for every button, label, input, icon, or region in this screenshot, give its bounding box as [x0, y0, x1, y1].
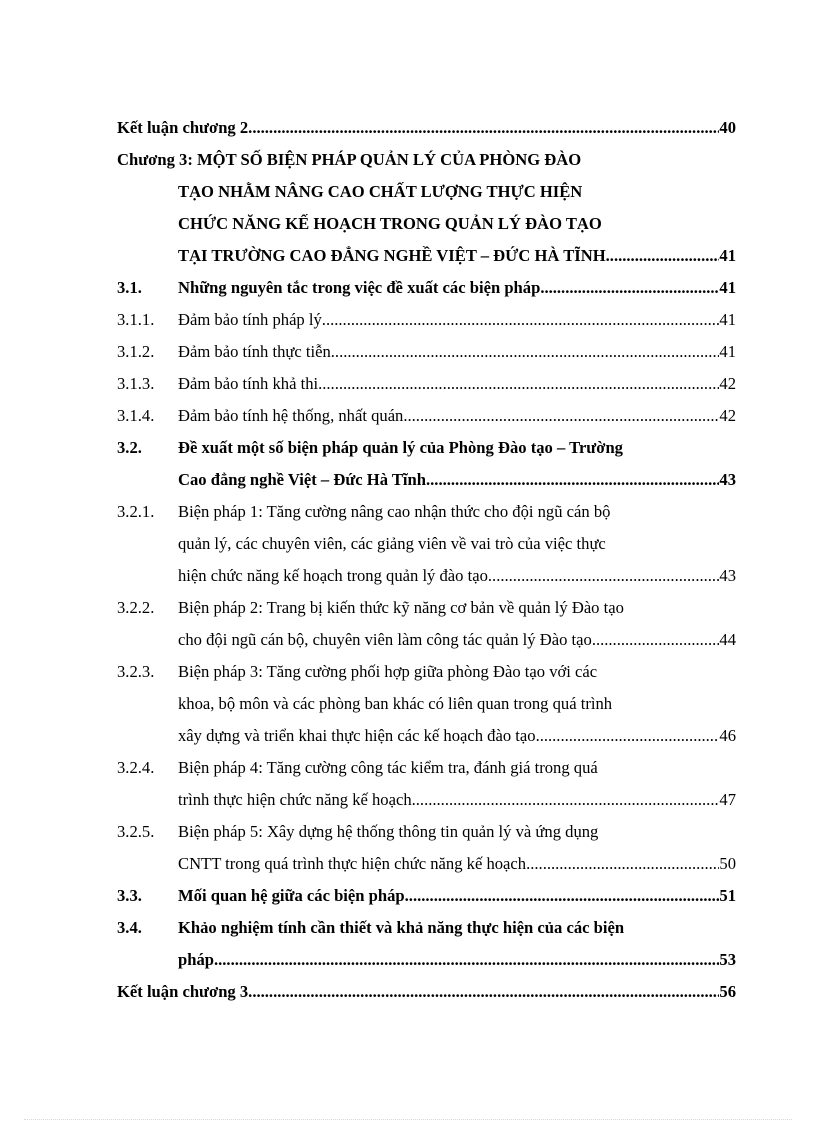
toc-entry-3-1-1[interactable] [117, 304, 736, 336]
toc-number: 3.2.1. [117, 502, 155, 521]
toc-leader [318, 368, 719, 400]
toc-number: 3.1.4. [117, 406, 155, 425]
toc-entry-3-2-1[interactable] [117, 496, 736, 528]
toc-page-number: 46 [719, 726, 736, 745]
toc-leader [592, 624, 720, 656]
toc-title: quản lý, các chuyên viên, các giảng viên về vai trò của việc thực [178, 534, 606, 553]
toc-title: Biện pháp 3: Tăng cường phối hợp giữa phòng Đào tạo với các [178, 662, 598, 681]
toc-title: Biện pháp 2: Trang bị kiến thức kỹ năng cơ bản về quản lý Đào tạo [178, 598, 624, 617]
toc-page-number: 44 [719, 630, 736, 649]
toc-leader [405, 880, 720, 912]
toc-number: 3.3. [117, 886, 142, 905]
toc-entry-3-4[interactable] [117, 912, 736, 944]
toc-page-number: 41 [719, 246, 736, 265]
toc-page-number: 53 [719, 950, 736, 969]
toc-leader [416, 784, 720, 816]
toc-title: TẠI TRƯỜNG CAO ĐẲNG NGHỀ VIỆT – ĐỨC HÀ TĨNH [178, 246, 606, 265]
toc-number: 3.1.3. [117, 374, 155, 393]
toc-title: Mối quan hệ giữa các biện pháp [178, 886, 405, 905]
toc-title: Đề xuất một số biện pháp quản lý của Phòng Đào tạo – Trường [178, 438, 623, 457]
table-of-contents [117, 112, 736, 1008]
toc-leader [526, 848, 719, 880]
toc-entry-3-1-2[interactable] [117, 336, 736, 368]
toc-title: Kết luận chương 2 [117, 118, 249, 137]
toc-title: xây dựng và triển khai thực hiện các kế hoạch đào tạo [178, 726, 536, 745]
toc-page-number: 56 [719, 982, 736, 1001]
toc-page-number: 41 [719, 342, 736, 361]
toc-title: khoa, bộ môn và các phòng ban khác có liên quan trong quá trình [178, 694, 613, 713]
toc-number: 3.4. [117, 918, 142, 937]
toc-entry-3-2-5-cont [117, 848, 736, 880]
toc-number: 3.1.2. [117, 342, 155, 361]
toc-title: Đảm bảo tính thực tiễn [178, 342, 331, 361]
toc-title: Đảm bảo tính khả thi [178, 374, 319, 393]
toc-page-number: 41 [719, 278, 736, 297]
toc-page-number: 50 [719, 854, 736, 873]
toc-title: Khảo nghiệm tính cần thiết và khả năng thực hiện của các biện [178, 918, 625, 937]
toc-title: Cao đẳng nghề Việt – Đức Hà Tĩnh. [178, 470, 431, 489]
toc-leader [606, 240, 720, 272]
toc-page-number: 51 [719, 886, 736, 905]
toc-entry-chuong-3-cont [117, 176, 736, 208]
toc-page-number: 47 [719, 790, 736, 809]
toc-entry-3-2-cont [117, 464, 736, 496]
toc-title: trình thực hiện chức năng kế hoạch. [178, 790, 416, 809]
toc-number: 3.2.2. [117, 598, 155, 617]
toc-title: hiện chức năng kế hoạch trong quản lý đào tạo [178, 566, 488, 585]
toc-entry-ket-luan-chuong-2[interactable] [117, 112, 736, 144]
toc-title: cho đội ngũ cán bộ, chuyên viên làm công tác quản lý Đào tạo [178, 630, 592, 649]
toc-entry-3-2-1-cont [117, 528, 736, 560]
toc-title: Đảm bảo tính hệ thống, nhất quán [178, 406, 404, 425]
toc-number: 3.2. [117, 438, 142, 457]
toc-leader [403, 400, 719, 432]
toc-entry-3-1-3[interactable] [117, 368, 736, 400]
toc-title: Biện pháp 5: Xây dựng hệ thống thông tin quản lý và ứng dụng [178, 822, 599, 841]
toc-entry-3-2-3[interactable] [117, 656, 736, 688]
toc-leader [430, 464, 719, 496]
toc-entry-3-2-2-cont [117, 624, 736, 656]
page-bottom-divider [24, 1119, 792, 1120]
toc-title: pháp [178, 950, 214, 969]
toc-title: CNTT trong quá trình thực hiện chức năng kế hoạch [178, 854, 527, 873]
toc-leader [248, 112, 719, 144]
toc-title: Những nguyên tắc trong việc đề xuất các biện pháp [178, 278, 541, 297]
toc-leader [536, 720, 720, 752]
toc-number: 3.2.3. [117, 662, 155, 681]
toc-number: 3.1. [117, 278, 142, 297]
toc-number: 3.2.4. [117, 758, 155, 777]
toc-page-number: 40 [719, 118, 736, 137]
toc-leader [248, 976, 719, 1008]
toc-page-number: 43 [719, 470, 736, 489]
toc-number: 3.2.5. [117, 822, 155, 841]
toc-entry-chuong-3[interactable] [117, 144, 736, 176]
toc-entry-3-1-4[interactable] [117, 400, 736, 432]
toc-page-number: 42 [719, 374, 736, 393]
toc-title: CHỨC NĂNG KẾ HOẠCH TRONG QUẢN LÝ ĐÀO TẠO [178, 214, 602, 233]
toc-entry-3-2-4-cont [117, 784, 736, 816]
toc-title: Kết luận chương 3 [117, 982, 249, 1001]
toc-entry-3-2[interactable] [117, 432, 736, 464]
toc-entry-chuong-3-cont [117, 240, 736, 272]
toc-entry-3-2-3-cont [117, 720, 736, 752]
toc-leader [540, 272, 719, 304]
toc-title: Biện pháp 1: Tăng cường nâng cao nhận thức cho đội ngũ cán bộ [178, 502, 611, 521]
toc-number: 3.1.1. [117, 310, 155, 329]
toc-entry-ket-luan-chuong-3[interactable] [117, 976, 736, 1008]
toc-entry-3-2-4[interactable] [117, 752, 736, 784]
toc-leader [488, 560, 720, 592]
toc-entry-3-2-2[interactable] [117, 592, 736, 624]
toc-title: Biện pháp 4: Tăng cường công tác kiểm tra, đánh giá trong quá [178, 758, 598, 777]
toc-entry-3-1[interactable] [117, 272, 736, 304]
toc-entry-chuong-3-cont [117, 208, 736, 240]
toc-entry-3-2-1-cont [117, 560, 736, 592]
toc-leader [331, 336, 720, 368]
toc-title: Đảm bảo tính pháp lý [178, 310, 322, 329]
toc-leader [214, 944, 719, 976]
toc-leader [322, 304, 720, 336]
toc-page-number: 43 [719, 566, 736, 585]
toc-entry-3-2-5[interactable] [117, 816, 736, 848]
toc-title: Chương 3: MỘT SỐ BIỆN PHÁP QUẢN LÝ CỦA PHÒNG ĐÀO [117, 150, 582, 169]
toc-entry-3-2-3-cont [117, 688, 736, 720]
toc-page-number: 42 [719, 406, 736, 425]
toc-entry-3-3[interactable] [117, 880, 736, 912]
toc-page-number: 41 [719, 310, 736, 329]
toc-entry-3-4-cont [117, 944, 736, 976]
toc-title: TẠO NHẰM NÂNG CAO CHẤT LƯỢNG THỰC HIỆN [178, 182, 583, 201]
